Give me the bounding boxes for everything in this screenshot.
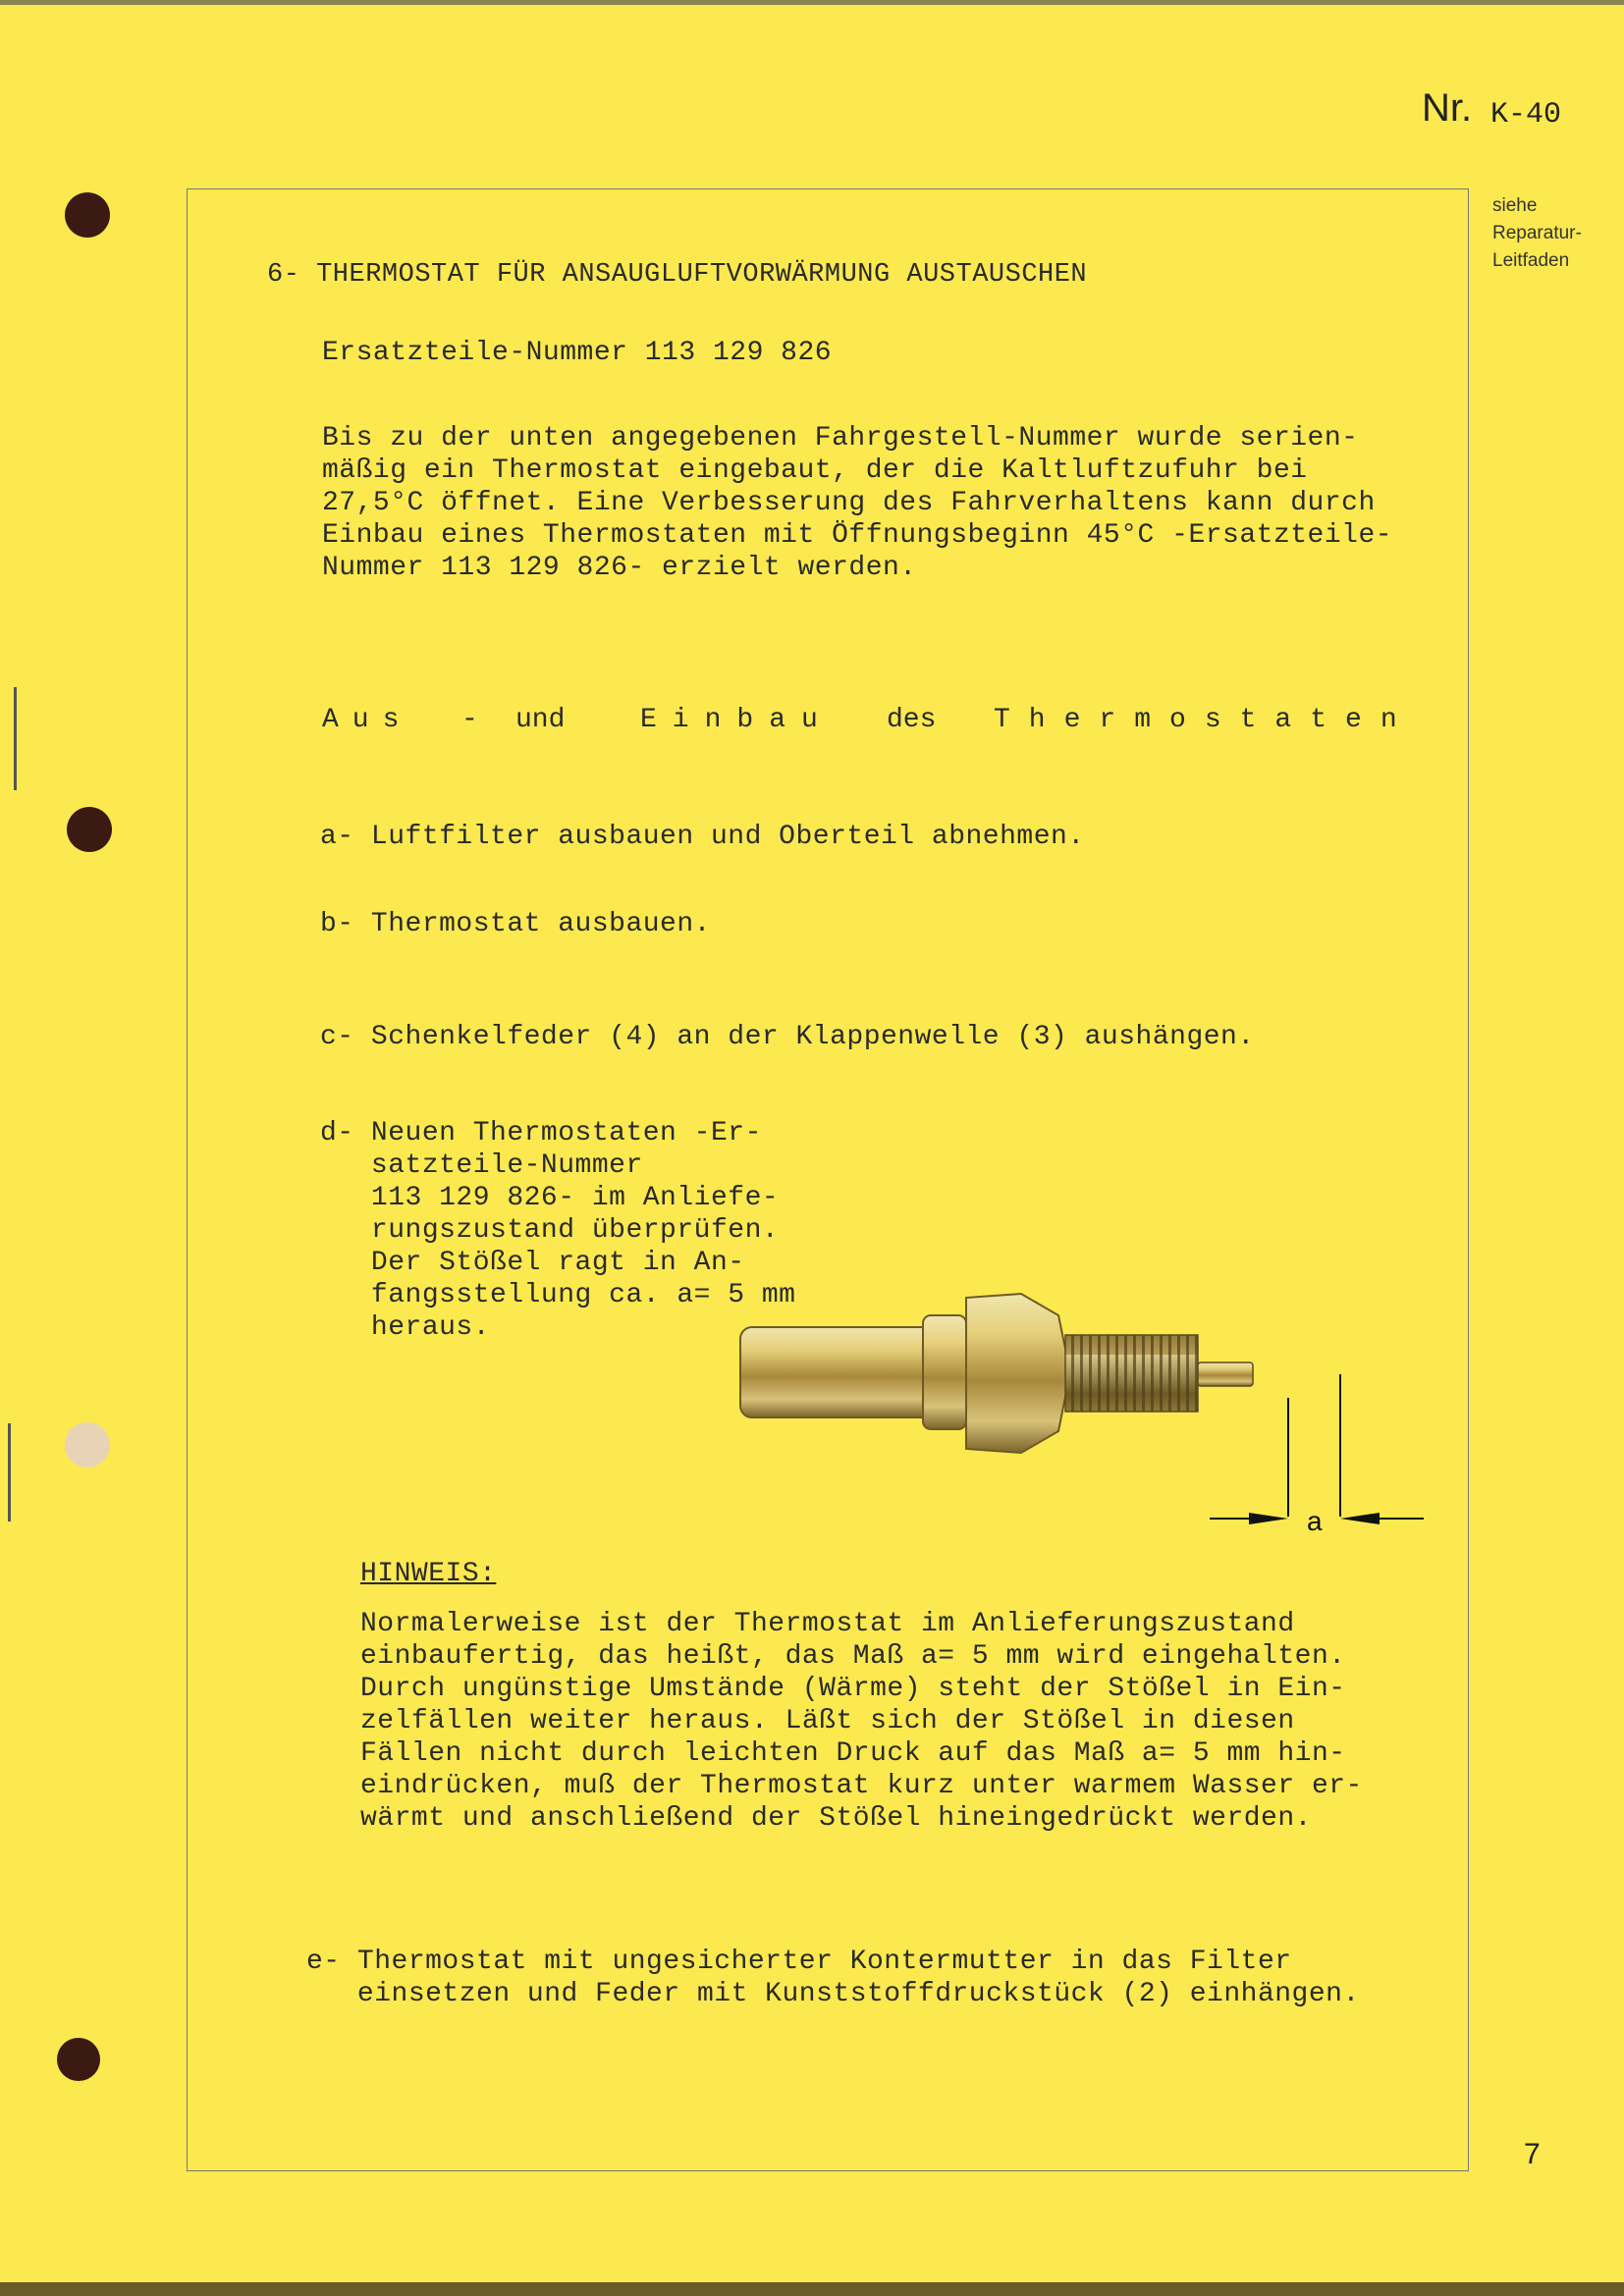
step-d-line: heraus. bbox=[320, 1312, 491, 1343]
subheading-word: Einbau bbox=[640, 705, 834, 735]
subheading-word: Thermostaten bbox=[994, 705, 1416, 735]
side-note-line: Leitfaden bbox=[1492, 250, 1570, 271]
step-a: a- Luftfilter ausbauen und Oberteil abnehmen. bbox=[320, 822, 1085, 852]
subheading bbox=[322, 705, 1416, 738]
note-line: Fällen nicht durch leichten Druck auf das Maß a= 5 mm hin- bbox=[360, 1738, 1346, 1769]
note-line: wärmt und anschließend der Stößel hineingedrückt werden. bbox=[360, 1803, 1312, 1834]
punch-hole bbox=[65, 1422, 110, 1468]
intro-line: Bis zu der unten angegebenen Fahrgestell-Nummer wurde serien- bbox=[322, 423, 1359, 454]
intro-line: Einbau eines Thermostaten mit Öffnungsbeginn 45°C -Ersatzteile- bbox=[322, 520, 1393, 551]
step-d-line: Der Stößel ragt in An- bbox=[320, 1248, 745, 1278]
note-line: Normalerweise ist der Thermostat im Anlieferungszustand bbox=[360, 1609, 1295, 1639]
step-c: c- Schenkelfeder (4) an der Klappenwelle (3) aushängen. bbox=[320, 1022, 1255, 1052]
side-note-line: Reparatur- bbox=[1492, 223, 1582, 243]
step-d-line: 113 129 826- im Anliefe- bbox=[320, 1183, 780, 1213]
nr-value: K-40 bbox=[1490, 98, 1562, 132]
nr-label: Nr. bbox=[1422, 86, 1473, 130]
intro-line: Nummer 113 129 826- erzielt werden. bbox=[322, 553, 917, 583]
step-e-line: einsetzen und Feder mit Kunststoffdruckstück (2) einhängen. bbox=[306, 1979, 1360, 2009]
note-line: zelfällen weiter heraus. Läßt sich der Stößel in diesen bbox=[360, 1706, 1295, 1736]
subheading-word: des bbox=[887, 705, 937, 735]
step-d-line: rungszustand überprüfen. bbox=[320, 1215, 780, 1246]
punch-hole bbox=[65, 192, 110, 238]
dimension-label: a bbox=[1307, 1506, 1323, 1536]
punch-hole bbox=[67, 807, 112, 852]
subheading-word: - bbox=[461, 705, 492, 735]
edge-mark bbox=[14, 687, 17, 790]
step-e-line: e- Thermostat mit ungesicherter Kontermutter in das Filter bbox=[306, 1947, 1292, 1977]
step-b: b- Thermostat ausbauen. bbox=[320, 909, 711, 939]
subheading-word: und bbox=[515, 705, 566, 735]
top-edge bbox=[0, 0, 1624, 5]
side-note-line: siehe bbox=[1492, 195, 1538, 216]
thermostat-thread bbox=[1065, 1335, 1198, 1412]
thermostat-figure bbox=[727, 1276, 1453, 1561]
punch-hole bbox=[57, 2038, 100, 2081]
thermostat-collar bbox=[923, 1315, 966, 1429]
section-heading: 6- THERMOSTAT FÜR ANSAUGLUFTVORWÄRMUNG AUSTAUSCHEN bbox=[267, 260, 1088, 290]
dimension-arrowhead bbox=[1340, 1513, 1380, 1524]
bottom-edge bbox=[0, 2282, 1624, 2296]
thermostat-nut bbox=[966, 1294, 1070, 1453]
page-number: 7 bbox=[1524, 2138, 1541, 2170]
thermostat-plunger bbox=[1198, 1362, 1253, 1386]
thermostat-body bbox=[740, 1327, 933, 1417]
step-d-line: satzteile-Nummer bbox=[320, 1150, 643, 1181]
intro-line: mäßig ein Thermostat eingebaut, der die Kaltluftzufuhr bei bbox=[322, 455, 1308, 486]
subheading-word: Aus bbox=[322, 705, 413, 735]
note-line: eindrücken, muß der Thermostat kurz unter warmem Wasser er- bbox=[360, 1771, 1363, 1801]
side-note bbox=[1492, 192, 1582, 275]
step-d-line: d- Neuen Thermostaten -Er- bbox=[320, 1118, 762, 1148]
part-number-line: Ersatzteile-Nummer 113 129 826 bbox=[322, 338, 833, 368]
step-d-line: fangsstellung ca. a= 5 mm bbox=[320, 1280, 796, 1310]
intro-line: 27,5°C öffnet. Eine Verbesserung des Fahrverhaltens kann durch bbox=[322, 488, 1376, 518]
dimension-arrowhead bbox=[1249, 1513, 1288, 1524]
note-title: HINWEIS: bbox=[360, 1559, 497, 1589]
edge-mark bbox=[8, 1423, 11, 1522]
note-line: Durch ungünstige Umstände (Wärme) steht der Stößel in Ein- bbox=[360, 1674, 1346, 1704]
note-line: einbaufertig, das heißt, das Maß a= 5 mm wird eingehalten. bbox=[360, 1641, 1346, 1672]
